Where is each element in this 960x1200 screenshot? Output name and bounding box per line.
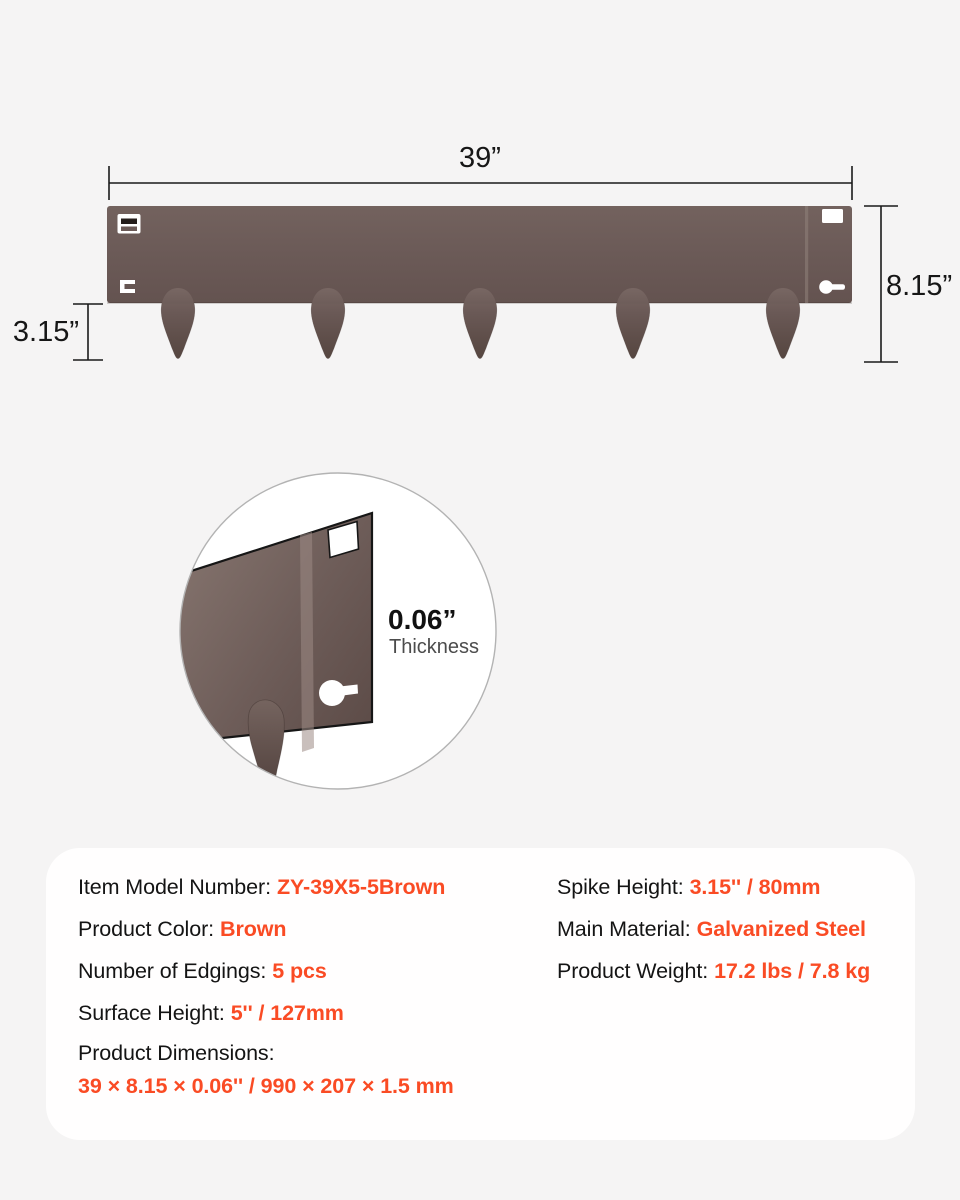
spec-row-product-color [78, 908, 454, 950]
strip-seam [805, 206, 808, 303]
spec-row-product-weight [557, 950, 870, 992]
spec-row-product-dimensions-value [78, 1072, 454, 1100]
thickness-caption: Thickness [389, 636, 480, 658]
detail-spike [248, 700, 284, 801]
spec-value: 5 pcs [272, 958, 327, 983]
spec-value: 3.15'' / 80mm [689, 874, 821, 899]
spec-row-main-material [557, 908, 870, 950]
spec-label: Surface Height: [78, 1000, 225, 1025]
spec-label: Main Material: [557, 916, 691, 941]
width-dimension-label: 39” [459, 142, 501, 174]
spec-label: Product Weight: [557, 958, 709, 983]
spec-column-left [78, 866, 454, 1100]
spike-height-dimension-label: 3.15” [12, 316, 79, 348]
spec-label: Item Model Number: [78, 874, 271, 899]
rect-slot [822, 209, 843, 223]
thickness-value: 0.06” [388, 604, 457, 635]
spec-label: Number of Edgings: [78, 958, 267, 983]
spec-row-spike-height [557, 866, 870, 908]
spec-value: 17.2 lbs / 7.8 kg [714, 958, 871, 983]
spec-value: ZY-39X5-5Brown [276, 874, 446, 899]
spec-column-right [557, 866, 870, 992]
thickness-detail-callout [160, 473, 496, 801]
spec-row-surface-height [78, 992, 454, 1034]
spec-value: Galvanized Steel [696, 916, 866, 941]
spec-row-number-of-edgings [78, 950, 454, 992]
spec-label: Spike Height: [557, 874, 684, 899]
edging-strip [107, 206, 852, 359]
spec-row-model-number [78, 866, 454, 908]
spec-value: 5'' / 127mm [230, 1000, 344, 1025]
spec-value: 39 × 8.15 × 0.06'' / 990 × 207 × 1.5 mm [78, 1073, 454, 1098]
spec-label: Product Color: [78, 916, 215, 941]
hook-tab-slot [118, 214, 141, 234]
spec-label: Product Dimensions: [78, 1040, 275, 1065]
detail-seam [300, 532, 314, 752]
spec-row-product-dimensions [78, 1034, 454, 1072]
spec-value: Brown [220, 916, 287, 941]
specifications-card [46, 848, 915, 1140]
total-height-dimension-label: 8.15” [886, 270, 953, 302]
